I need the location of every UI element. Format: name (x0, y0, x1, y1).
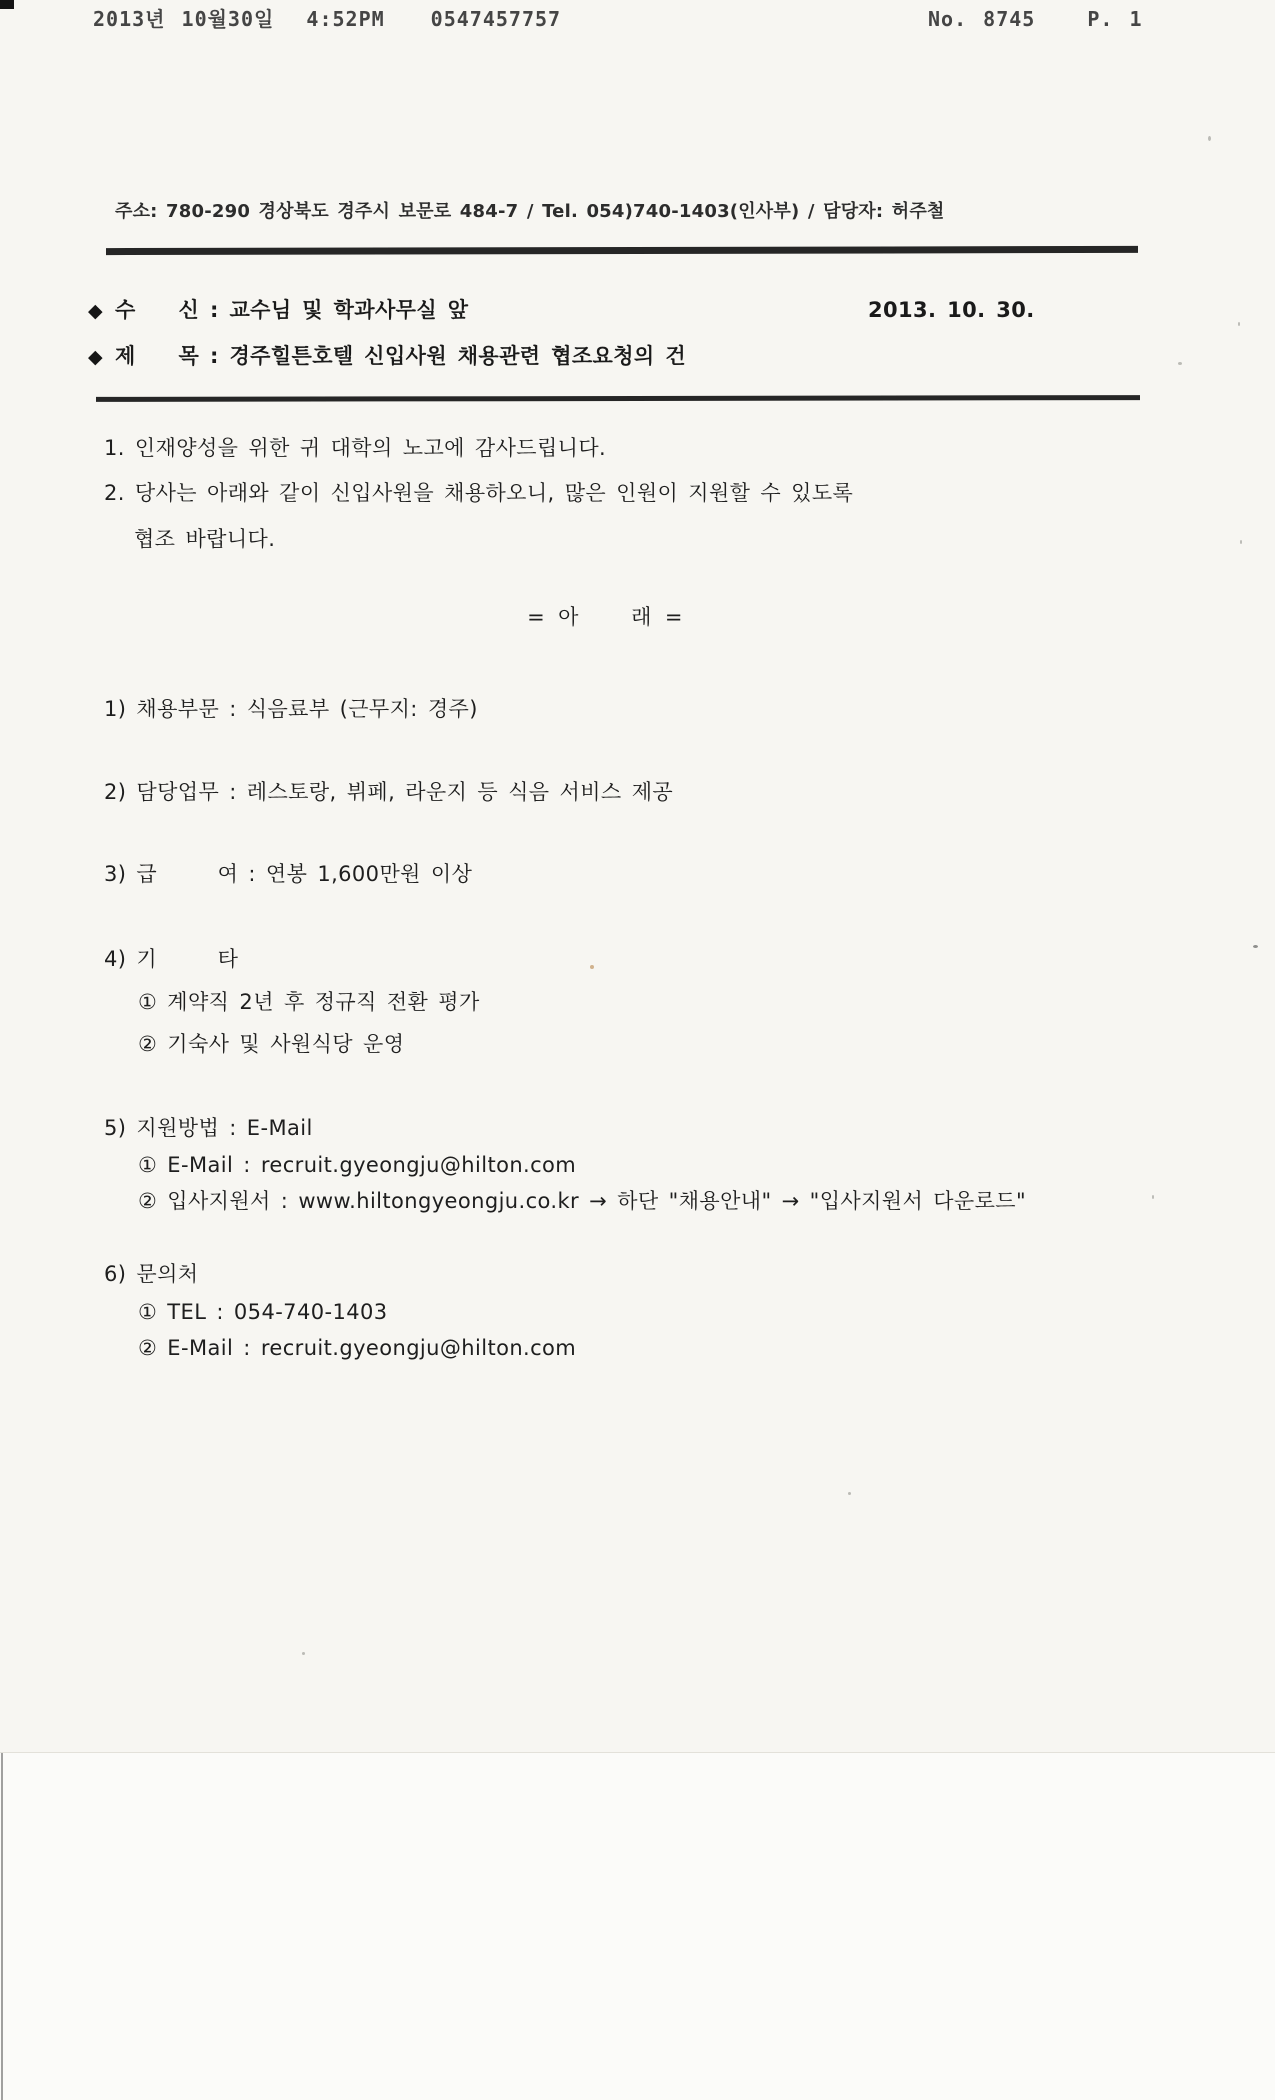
fax-page-number: P. 1 (1087, 7, 1143, 31)
item-apply-method: 5) 지원방법 : E-Mail (104, 1116, 313, 1140)
scan-speck (1253, 945, 1258, 948)
intro-paragraph-1: 1. 인재양성을 위한 귀 대학의 노고에 감사드립니다. (104, 436, 607, 460)
fax-header-left (93, 7, 561, 31)
diamond-bullet-icon: ◆ (88, 346, 104, 368)
item-contact-email: ② E-Mail : recruit.gyeongju@hilton.com (138, 1336, 577, 1360)
item-contact-tel: ① TEL : 054-740-1403 (138, 1300, 388, 1324)
scan-speck (1178, 362, 1182, 365)
diamond-bullet-icon: ◆ (88, 300, 104, 322)
top-rule (106, 246, 1138, 255)
fax-doc-number: No. 8745 (928, 7, 1036, 31)
recipient-row (88, 298, 468, 323)
address-line: 주소: 780-290 경상북도 경주시 보문로 484-7 / Tel. 054)740-1403(인사부) / 담당자: 허주철 (115, 201, 945, 222)
header-rule (96, 395, 1140, 402)
item-apply-email: ① E-Mail : recruit.gyeongju@hilton.com (138, 1153, 577, 1177)
corner-scan-mark (0, 0, 14, 9)
item-apply-form: ② 입사지원서 : www.hiltongyeongju.co.kr → 하단 "채용안내" → "입사지원서 다운로드" (138, 1189, 1027, 1213)
subject-value: 경주힐튼호텔 신입사원 채용관련 협조요청의 건 (229, 344, 687, 368)
subject-row (88, 344, 686, 369)
intro-paragraph-2-continued: 협조 바랍니다. (134, 527, 276, 551)
scanner-lower-margin (0, 1752, 1275, 2100)
scan-speck (1240, 540, 1242, 544)
below-divider-heading: = 아 래 = (527, 605, 683, 629)
item-duties: 2) 담당업무 : 레스토랑, 뷔페, 라운지 등 식음 서비스 제공 (104, 780, 674, 804)
item-salary: 3) 급 여 : 연봉 1,600만원 이상 (104, 862, 473, 886)
recipient-label: 수 신 : (115, 298, 230, 322)
scan-speck (1238, 322, 1240, 326)
scan-speck (848, 1492, 851, 1495)
item-recruit-field: 1) 채용부문 : 식음료부 (근무지: 경주) (104, 697, 478, 721)
subject-label: 제 목 : (115, 344, 230, 368)
document-date: 2013. 10. 30. (868, 298, 1035, 322)
scan-speck (590, 965, 594, 969)
fax-number: 0547457757 (430, 7, 562, 31)
intro-paragraph-2: 2. 당사는 아래와 같이 신입사원을 채용하오니, 많은 인원이 지원할 수 있도록 (104, 481, 854, 505)
fax-timestamp: 2013년 10월30일 4:52PM (93, 7, 385, 31)
scan-speck (1152, 1195, 1154, 1199)
item-etc: 4) 기 타 (104, 947, 239, 971)
recipient-value: 교수님 및 학과사무실 앞 (229, 298, 469, 322)
scan-speck (1208, 136, 1211, 141)
scan-speck (302, 1652, 305, 1655)
fax-header-right (928, 7, 1143, 31)
item-etc-sub-1: ① 계약직 2년 후 정규직 전환 평가 (138, 990, 480, 1014)
item-contact: 6) 문의처 (104, 1262, 199, 1286)
scan-edge-line (1, 1753, 3, 2100)
item-etc-sub-2: ② 기숙사 및 사원식당 운영 (138, 1032, 405, 1056)
